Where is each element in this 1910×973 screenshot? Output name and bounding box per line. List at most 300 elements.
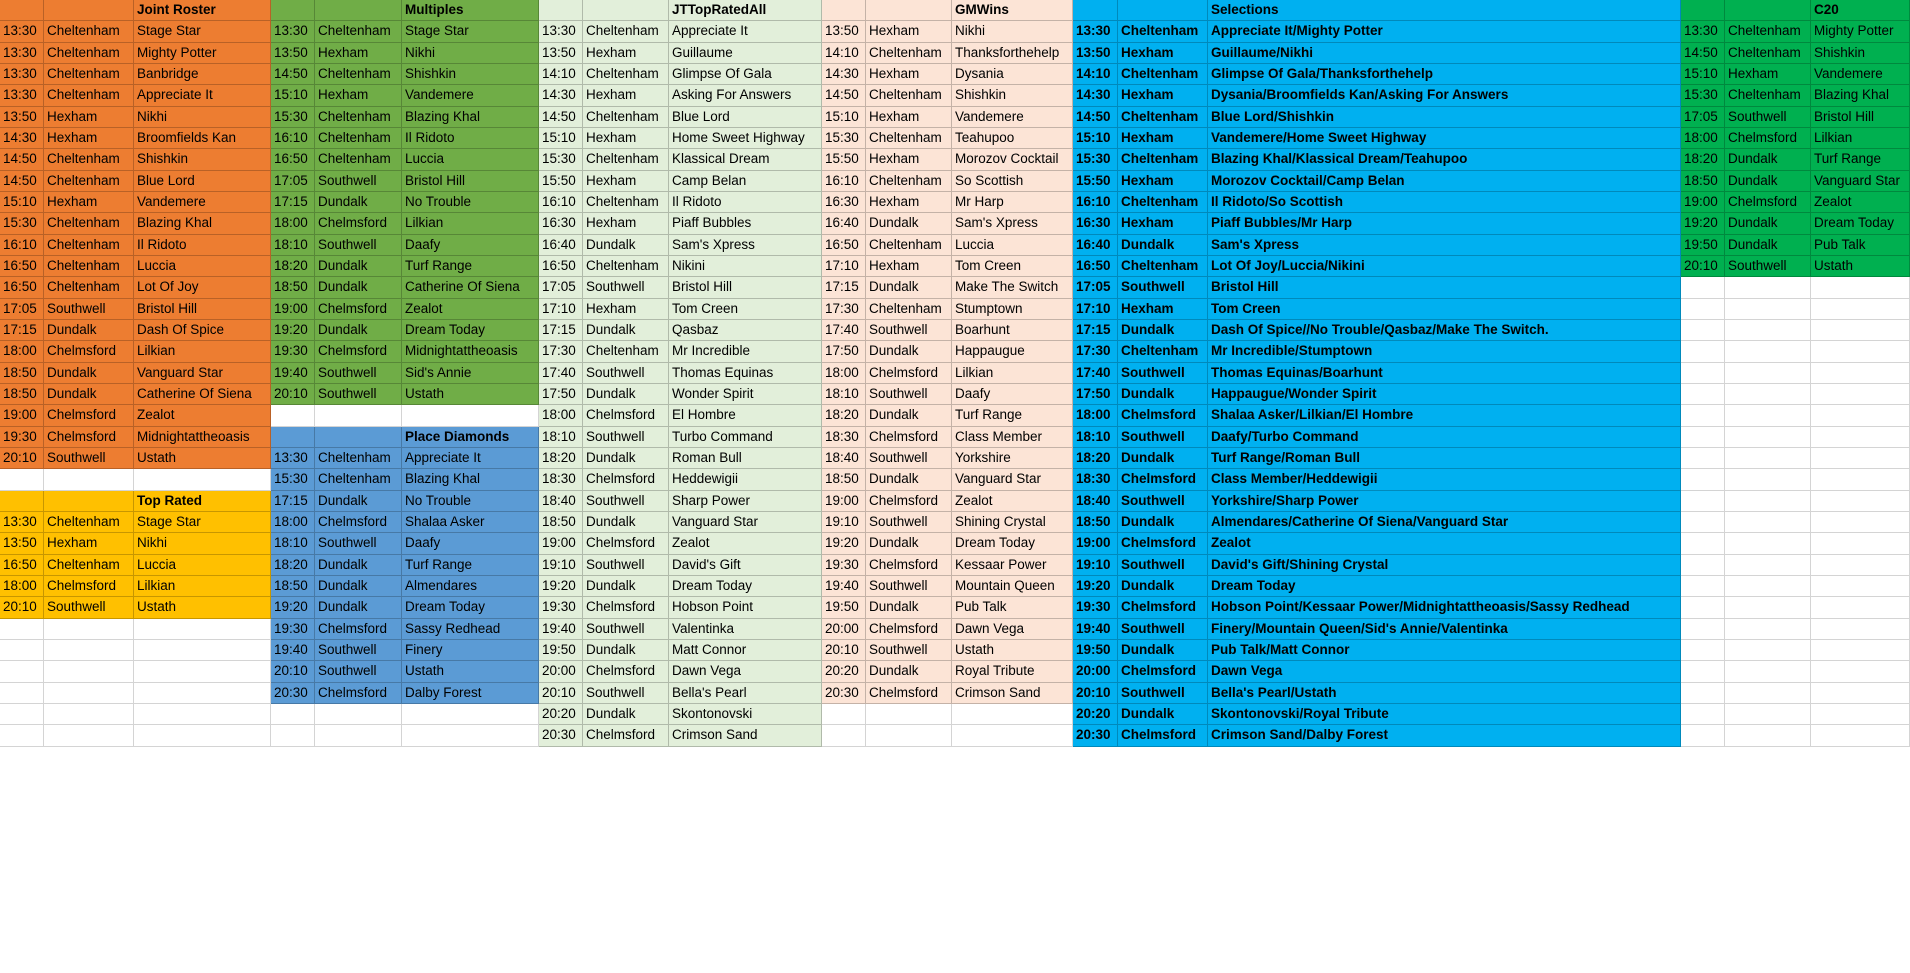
gmwins-horse-cell[interactable]: Pub Talk (952, 597, 1073, 619)
empty-cell[interactable] (1811, 448, 1910, 469)
top-rated-horse-cell[interactable]: Lilkian (134, 576, 271, 597)
place-diamonds-course-cell[interactable]: Dundalk (315, 576, 402, 597)
jttopratedall-course-cell[interactable]: Dundalk (583, 448, 669, 469)
selections-title[interactable]: Selections (1208, 0, 1681, 21)
empty-cell[interactable] (1725, 363, 1811, 384)
c20-horse-cell[interactable]: Mighty Potter (1811, 21, 1910, 43)
empty-cell[interactable] (402, 405, 539, 427)
joint-roster-course-cell[interactable]: Cheltenham (44, 256, 134, 277)
multiples-horse-cell[interactable]: Daafy (402, 235, 539, 256)
multiples-course-cell[interactable]: Southwell (315, 363, 402, 384)
empty-cell[interactable] (1681, 384, 1725, 405)
selections-horse-cell[interactable]: Morozov Cocktail/Camp Belan (1208, 171, 1681, 192)
selections-header-blank[interactable] (1073, 0, 1118, 21)
empty-cell[interactable] (866, 725, 952, 747)
empty-cell[interactable] (1811, 491, 1910, 512)
gmwins-course-cell[interactable]: Dundalk (866, 277, 952, 299)
joint-roster-time-cell[interactable]: 16:50 (0, 256, 44, 277)
empty-cell[interactable] (1681, 533, 1725, 555)
multiples-course-cell[interactable]: Cheltenham (315, 149, 402, 171)
place-diamonds-header-blank[interactable] (271, 427, 315, 448)
jttopratedall-time-cell[interactable]: 15:30 (539, 149, 583, 171)
jttopratedall-horse-cell[interactable]: Skontonovski (669, 704, 822, 725)
c20-course-cell[interactable]: Hexham (1725, 64, 1811, 85)
place-diamonds-horse-cell[interactable]: Finery (402, 640, 539, 661)
gmwins-time-cell[interactable]: 20:10 (822, 640, 866, 661)
selections-course-cell[interactable]: Hexham (1118, 43, 1208, 64)
selections-horse-cell[interactable]: Zealot (1208, 533, 1681, 555)
empty-cell[interactable] (315, 405, 402, 427)
c20-header-blank[interactable] (1681, 0, 1725, 21)
gmwins-course-cell[interactable]: Southwell (866, 640, 952, 661)
jttopratedall-time-cell[interactable]: 16:50 (539, 256, 583, 277)
gmwins-course-cell[interactable]: Cheltenham (866, 85, 952, 107)
selections-horse-cell[interactable]: Dream Today (1208, 576, 1681, 597)
c20-title[interactable]: C20 (1811, 0, 1910, 21)
empty-cell[interactable] (1725, 405, 1811, 427)
top-rated-course-cell[interactable]: Hexham (44, 533, 134, 555)
gmwins-horse-cell[interactable]: Morozov Cocktail (952, 149, 1073, 171)
c20-time-cell[interactable]: 15:10 (1681, 64, 1725, 85)
empty-cell[interactable] (1681, 576, 1725, 597)
joint-roster-course-cell[interactable]: Cheltenham (44, 213, 134, 235)
empty-cell[interactable] (1811, 725, 1910, 747)
selections-course-cell[interactable]: Southwell (1118, 619, 1208, 640)
c20-time-cell[interactable]: 20:10 (1681, 256, 1725, 277)
place-diamonds-course-cell[interactable]: Southwell (315, 640, 402, 661)
gmwins-time-cell[interactable]: 18:10 (822, 384, 866, 405)
jttopratedall-course-cell[interactable]: Cheltenham (583, 21, 669, 43)
multiples-horse-cell[interactable]: No Trouble (402, 192, 539, 213)
empty-cell[interactable] (1811, 661, 1910, 683)
multiples-time-cell[interactable]: 14:50 (271, 64, 315, 85)
joint-roster-time-cell[interactable]: 18:50 (0, 363, 44, 384)
joint-roster-horse-cell[interactable]: Blazing Khal (134, 213, 271, 235)
jttopratedall-time-cell[interactable]: 17:40 (539, 363, 583, 384)
top-rated-course-cell[interactable]: Cheltenham (44, 555, 134, 576)
selections-course-cell[interactable]: Dundalk (1118, 320, 1208, 341)
selections-course-cell[interactable]: Chelmsford (1118, 725, 1208, 747)
gmwins-time-cell[interactable]: 16:10 (822, 171, 866, 192)
selections-time-cell[interactable]: 18:40 (1073, 491, 1118, 512)
selections-course-cell[interactable]: Chelmsford (1118, 469, 1208, 491)
joint-roster-horse-cell[interactable]: Stage Star (134, 21, 271, 43)
selections-time-cell[interactable]: 17:10 (1073, 299, 1118, 320)
selections-horse-cell[interactable]: Shalaa Asker/Lilkian/El Hombre (1208, 405, 1681, 427)
jttopratedall-time-cell[interactable]: 20:00 (539, 661, 583, 683)
empty-cell[interactable] (1681, 320, 1725, 341)
gmwins-horse-cell[interactable]: Daafy (952, 384, 1073, 405)
selections-horse-cell[interactable]: Bella's Pearl/Ustath (1208, 683, 1681, 704)
joint-roster-course-cell[interactable]: Cheltenham (44, 149, 134, 171)
joint-roster-horse-cell[interactable]: Banbridge (134, 64, 271, 85)
empty-cell[interactable] (134, 469, 271, 491)
multiples-course-cell[interactable]: Chelmsford (315, 341, 402, 363)
selections-time-cell[interactable]: 19:50 (1073, 640, 1118, 661)
jttopratedall-time-cell[interactable]: 19:40 (539, 619, 583, 640)
empty-cell[interactable] (0, 704, 44, 725)
c20-horse-cell[interactable]: Shishkin (1811, 43, 1910, 64)
gmwins-time-cell[interactable]: 16:50 (822, 235, 866, 256)
multiples-course-cell[interactable]: Dundalk (315, 256, 402, 277)
joint-roster-time-cell[interactable]: 13:50 (0, 107, 44, 128)
place-diamonds-course-cell[interactable]: Dundalk (315, 491, 402, 512)
joint-roster-horse-cell[interactable]: Appreciate It (134, 85, 271, 107)
joint-roster-time-cell[interactable]: 14:50 (0, 171, 44, 192)
empty-cell[interactable] (1811, 597, 1910, 619)
jttopratedall-horse-cell[interactable]: Matt Connor (669, 640, 822, 661)
place-diamonds-course-cell[interactable]: Southwell (315, 661, 402, 683)
joint-roster-time-cell[interactable]: 15:10 (0, 192, 44, 213)
jttopratedall-horse-cell[interactable]: Blue Lord (669, 107, 822, 128)
multiples-course-cell[interactable]: Dundalk (315, 320, 402, 341)
place-diamonds-time-cell[interactable]: 15:30 (271, 469, 315, 491)
jttopratedall-horse-cell[interactable]: Bella's Pearl (669, 683, 822, 704)
empty-cell[interactable] (1681, 512, 1725, 533)
joint-roster-horse-cell[interactable]: Lilkian (134, 341, 271, 363)
joint-roster-time-cell[interactable]: 18:50 (0, 384, 44, 405)
gmwins-course-cell[interactable]: Chelmsford (866, 427, 952, 448)
c20-time-cell[interactable]: 18:20 (1681, 149, 1725, 171)
jttopratedall-horse-cell[interactable]: Crimson Sand (669, 725, 822, 747)
empty-cell[interactable] (1681, 619, 1725, 640)
empty-cell[interactable] (1681, 277, 1725, 299)
selections-horse-cell[interactable]: Class Member/Heddewigii (1208, 469, 1681, 491)
c20-time-cell[interactable]: 19:50 (1681, 235, 1725, 256)
gmwins-header-blank[interactable] (866, 0, 952, 21)
jttopratedall-horse-cell[interactable]: Sam's Xpress (669, 235, 822, 256)
selections-time-cell[interactable]: 16:10 (1073, 192, 1118, 213)
jttopratedall-course-cell[interactable]: Chelmsford (583, 661, 669, 683)
multiples-course-cell[interactable]: Hexham (315, 43, 402, 64)
c20-course-cell[interactable]: Dundalk (1725, 235, 1811, 256)
place-diamonds-title[interactable]: Place Diamonds (402, 427, 539, 448)
place-diamonds-horse-cell[interactable]: Shalaa Asker (402, 512, 539, 533)
empty-cell[interactable] (44, 704, 134, 725)
jttopratedall-time-cell[interactable]: 15:50 (539, 171, 583, 192)
multiples-horse-cell[interactable]: Luccia (402, 149, 539, 171)
joint-roster-course-cell[interactable]: Chelmsford (44, 341, 134, 363)
joint-roster-title[interactable]: Joint Roster (134, 0, 271, 21)
multiples-course-cell[interactable]: Hexham (315, 85, 402, 107)
gmwins-horse-cell[interactable]: Vanguard Star (952, 469, 1073, 491)
c20-horse-cell[interactable]: Ustath (1811, 256, 1910, 277)
selections-course-cell[interactable]: Chelmsford (1118, 405, 1208, 427)
gmwins-course-cell[interactable]: Dundalk (866, 597, 952, 619)
multiples-time-cell[interactable]: 18:00 (271, 213, 315, 235)
empty-cell[interactable] (822, 704, 866, 725)
top-rated-horse-cell[interactable]: Stage Star (134, 512, 271, 533)
jttopratedall-time-cell[interactable]: 14:50 (539, 107, 583, 128)
jttopratedall-horse-cell[interactable]: Klassical Dream (669, 149, 822, 171)
multiples-course-cell[interactable]: Dundalk (315, 192, 402, 213)
empty-cell[interactable] (1725, 512, 1811, 533)
jttopratedall-title[interactable]: JTTopRatedAll (669, 0, 822, 21)
place-diamonds-horse-cell[interactable]: Turf Range (402, 555, 539, 576)
c20-horse-cell[interactable]: Bristol Hill (1811, 107, 1910, 128)
empty-cell[interactable] (1811, 277, 1910, 299)
c20-horse-cell[interactable]: Turf Range (1811, 149, 1910, 171)
joint-roster-time-cell[interactable]: 13:30 (0, 21, 44, 43)
multiples-horse-cell[interactable]: Midnightattheoasis (402, 341, 539, 363)
gmwins-horse-cell[interactable]: Lilkian (952, 363, 1073, 384)
empty-cell[interactable] (271, 405, 315, 427)
gmwins-time-cell[interactable]: 20:20 (822, 661, 866, 683)
empty-cell[interactable] (1681, 640, 1725, 661)
selections-time-cell[interactable]: 13:30 (1073, 21, 1118, 43)
gmwins-time-cell[interactable]: 17:30 (822, 299, 866, 320)
selections-horse-cell[interactable]: Dysania/Broomfields Kan/Asking For Answers (1208, 85, 1681, 107)
empty-cell[interactable] (1811, 512, 1910, 533)
empty-cell[interactable] (134, 704, 271, 725)
gmwins-time-cell[interactable]: 15:50 (822, 149, 866, 171)
multiples-time-cell[interactable]: 19:20 (271, 320, 315, 341)
joint-roster-horse-cell[interactable]: Bristol Hill (134, 299, 271, 320)
selections-time-cell[interactable]: 19:40 (1073, 619, 1118, 640)
multiples-course-cell[interactable]: Cheltenham (315, 128, 402, 149)
gmwins-horse-cell[interactable]: So Scottish (952, 171, 1073, 192)
empty-cell[interactable] (1681, 555, 1725, 576)
top-rated-time-cell[interactable]: 20:10 (0, 597, 44, 619)
place-diamonds-horse-cell[interactable]: Ustath (402, 661, 539, 683)
empty-cell[interactable] (1681, 683, 1725, 704)
selections-course-cell[interactable]: Cheltenham (1118, 64, 1208, 85)
selections-horse-cell[interactable]: Finery/Mountain Queen/Sid's Annie/Valentinka (1208, 619, 1681, 640)
jttopratedall-horse-cell[interactable]: El Hombre (669, 405, 822, 427)
jttopratedall-course-cell[interactable]: Southwell (583, 491, 669, 512)
empty-cell[interactable] (1811, 555, 1910, 576)
joint-roster-course-cell[interactable]: Southwell (44, 299, 134, 320)
selections-course-cell[interactable]: Hexham (1118, 128, 1208, 149)
selections-horse-cell[interactable]: Il Ridoto/So Scottish (1208, 192, 1681, 213)
jttopratedall-horse-cell[interactable]: Asking For Answers (669, 85, 822, 107)
joint-roster-course-cell[interactable]: Southwell (44, 448, 134, 469)
selections-horse-cell[interactable]: Mr Incredible/Stumptown (1208, 341, 1681, 363)
place-diamonds-horse-cell[interactable]: Appreciate It (402, 448, 539, 469)
multiples-course-cell[interactable]: Cheltenham (315, 107, 402, 128)
empty-cell[interactable] (1811, 363, 1910, 384)
top-rated-course-cell[interactable]: Chelmsford (44, 576, 134, 597)
selections-time-cell[interactable]: 14:50 (1073, 107, 1118, 128)
joint-roster-horse-cell[interactable]: Zealot (134, 405, 271, 427)
jttopratedall-horse-cell[interactable]: Hobson Point (669, 597, 822, 619)
selections-course-cell[interactable]: Chelmsford (1118, 661, 1208, 683)
gmwins-horse-cell[interactable]: Yorkshire (952, 448, 1073, 469)
jttopratedall-time-cell[interactable]: 19:30 (539, 597, 583, 619)
gmwins-course-cell[interactable]: Hexham (866, 64, 952, 85)
empty-cell[interactable] (1725, 448, 1811, 469)
empty-cell[interactable] (1725, 341, 1811, 363)
selections-time-cell[interactable]: 20:30 (1073, 725, 1118, 747)
gmwins-time-cell[interactable]: 19:40 (822, 576, 866, 597)
joint-roster-time-cell[interactable]: 16:50 (0, 277, 44, 299)
joint-roster-horse-cell[interactable]: Dash Of Spice (134, 320, 271, 341)
multiples-time-cell[interactable]: 13:30 (271, 21, 315, 43)
selections-horse-cell[interactable]: Yorkshire/Sharp Power (1208, 491, 1681, 512)
gmwins-course-cell[interactable]: Hexham (866, 149, 952, 171)
jttopratedall-course-cell[interactable]: Southwell (583, 363, 669, 384)
place-diamonds-horse-cell[interactable]: No Trouble (402, 491, 539, 512)
empty-cell[interactable] (44, 725, 134, 747)
empty-cell[interactable] (1681, 725, 1725, 747)
c20-header-blank[interactable] (1725, 0, 1811, 21)
c20-course-cell[interactable]: Cheltenham (1725, 43, 1811, 64)
gmwins-course-cell[interactable]: Chelmsford (866, 555, 952, 576)
empty-cell[interactable] (952, 704, 1073, 725)
place-diamonds-time-cell[interactable]: 18:50 (271, 576, 315, 597)
place-diamonds-course-cell[interactable]: Southwell (315, 533, 402, 555)
jttopratedall-course-cell[interactable]: Southwell (583, 683, 669, 704)
gmwins-time-cell[interactable]: 19:00 (822, 491, 866, 512)
empty-cell[interactable] (1725, 491, 1811, 512)
empty-cell[interactable] (1725, 299, 1811, 320)
jttopratedall-course-cell[interactable]: Hexham (583, 213, 669, 235)
c20-course-cell[interactable]: Cheltenham (1725, 85, 1811, 107)
multiples-title[interactable]: Multiples (402, 0, 539, 21)
joint-roster-time-cell[interactable]: 14:30 (0, 128, 44, 149)
jttopratedall-time-cell[interactable]: 20:20 (539, 704, 583, 725)
empty-cell[interactable] (1811, 320, 1910, 341)
gmwins-time-cell[interactable]: 18:00 (822, 363, 866, 384)
multiples-horse-cell[interactable]: Shishkin (402, 64, 539, 85)
selections-horse-cell[interactable]: Vandemere/Home Sweet Highway (1208, 128, 1681, 149)
gmwins-course-cell[interactable]: Hexham (866, 192, 952, 213)
jttopratedall-horse-cell[interactable]: Roman Bull (669, 448, 822, 469)
empty-cell[interactable] (271, 725, 315, 747)
gmwins-horse-cell[interactable]: Thanksforthehelp (952, 43, 1073, 64)
jttopratedall-horse-cell[interactable]: Il Ridoto (669, 192, 822, 213)
gmwins-horse-cell[interactable]: Teahupoo (952, 128, 1073, 149)
joint-roster-course-cell[interactable]: Cheltenham (44, 85, 134, 107)
jttopratedall-horse-cell[interactable]: Guillaume (669, 43, 822, 64)
jttopratedall-horse-cell[interactable]: Valentinka (669, 619, 822, 640)
gmwins-time-cell[interactable]: 17:10 (822, 256, 866, 277)
empty-cell[interactable] (1725, 661, 1811, 683)
empty-cell[interactable] (1725, 576, 1811, 597)
jttopratedall-time-cell[interactable]: 19:50 (539, 640, 583, 661)
selections-time-cell[interactable]: 17:50 (1073, 384, 1118, 405)
empty-cell[interactable] (1811, 405, 1910, 427)
place-diamonds-time-cell[interactable]: 17:15 (271, 491, 315, 512)
gmwins-course-cell[interactable]: Dundalk (866, 213, 952, 235)
empty-cell[interactable] (1681, 469, 1725, 491)
jttopratedall-horse-cell[interactable]: David's Gift (669, 555, 822, 576)
jttopratedall-time-cell[interactable]: 15:10 (539, 128, 583, 149)
joint-roster-horse-cell[interactable]: Broomfields Kan (134, 128, 271, 149)
empty-cell[interactable] (402, 704, 539, 725)
gmwins-horse-cell[interactable]: Turf Range (952, 405, 1073, 427)
jttopratedall-course-cell[interactable]: Chelmsford (583, 533, 669, 555)
jttopratedall-course-cell[interactable]: Cheltenham (583, 107, 669, 128)
jttopratedall-horse-cell[interactable]: Thomas Equinas (669, 363, 822, 384)
gmwins-horse-cell[interactable]: Royal Tribute (952, 661, 1073, 683)
selections-time-cell[interactable]: 18:00 (1073, 405, 1118, 427)
top-rated-title[interactable]: Top Rated (134, 491, 271, 512)
selections-horse-cell[interactable]: Skontonovski/Royal Tribute (1208, 704, 1681, 725)
selections-time-cell[interactable]: 16:50 (1073, 256, 1118, 277)
selections-course-cell[interactable]: Dundalk (1118, 448, 1208, 469)
jttopratedall-horse-cell[interactable]: Tom Creen (669, 299, 822, 320)
gmwins-header-blank[interactable] (822, 0, 866, 21)
empty-cell[interactable] (1811, 384, 1910, 405)
gmwins-time-cell[interactable]: 14:30 (822, 64, 866, 85)
joint-roster-header-blank[interactable] (44, 0, 134, 21)
joint-roster-horse-cell[interactable]: Midnightattheoasis (134, 427, 271, 448)
gmwins-course-cell[interactable]: Southwell (866, 320, 952, 341)
empty-cell[interactable] (134, 640, 271, 661)
selections-course-cell[interactable]: Dundalk (1118, 704, 1208, 725)
joint-roster-time-cell[interactable]: 14:50 (0, 149, 44, 171)
top-rated-time-cell[interactable]: 16:50 (0, 555, 44, 576)
joint-roster-time-cell[interactable]: 19:00 (0, 405, 44, 427)
joint-roster-course-cell[interactable]: Cheltenham (44, 43, 134, 64)
gmwins-time-cell[interactable]: 18:20 (822, 405, 866, 427)
gmwins-time-cell[interactable]: 20:30 (822, 683, 866, 704)
jttopratedall-time-cell[interactable]: 13:50 (539, 43, 583, 64)
multiples-course-cell[interactable]: Cheltenham (315, 64, 402, 85)
gmwins-course-cell[interactable]: Chelmsford (866, 491, 952, 512)
empty-cell[interactable] (1725, 384, 1811, 405)
jttopratedall-time-cell[interactable]: 14:30 (539, 85, 583, 107)
jttopratedall-horse-cell[interactable]: Bristol Hill (669, 277, 822, 299)
jttopratedall-horse-cell[interactable]: Nikini (669, 256, 822, 277)
empty-cell[interactable] (44, 683, 134, 704)
jttopratedall-header-blank[interactable] (539, 0, 583, 21)
gmwins-horse-cell[interactable]: Nikhi (952, 21, 1073, 43)
selections-horse-cell[interactable]: Blazing Khal/Klassical Dream/Teahupoo (1208, 149, 1681, 171)
gmwins-horse-cell[interactable]: Kessaar Power (952, 555, 1073, 576)
multiples-horse-cell[interactable]: Sid's Annie (402, 363, 539, 384)
c20-time-cell[interactable]: 15:30 (1681, 85, 1725, 107)
empty-cell[interactable] (1725, 704, 1811, 725)
joint-roster-horse-cell[interactable]: Nikhi (134, 107, 271, 128)
jttopratedall-time-cell[interactable]: 16:30 (539, 213, 583, 235)
jttopratedall-horse-cell[interactable]: Zealot (669, 533, 822, 555)
jttopratedall-horse-cell[interactable]: Heddewigii (669, 469, 822, 491)
empty-cell[interactable] (1725, 427, 1811, 448)
place-diamonds-time-cell[interactable]: 18:00 (271, 512, 315, 533)
selections-time-cell[interactable]: 19:00 (1073, 533, 1118, 555)
c20-course-cell[interactable]: Dundalk (1725, 149, 1811, 171)
selections-horse-cell[interactable]: Blue Lord/Shishkin (1208, 107, 1681, 128)
selections-time-cell[interactable]: 16:30 (1073, 213, 1118, 235)
selections-time-cell[interactable]: 15:10 (1073, 128, 1118, 149)
selections-horse-cell[interactable]: Tom Creen (1208, 299, 1681, 320)
empty-cell[interactable] (1725, 533, 1811, 555)
selections-horse-cell[interactable]: Happaugue/Wonder Spirit (1208, 384, 1681, 405)
place-diamonds-time-cell[interactable]: 13:30 (271, 448, 315, 469)
selections-course-cell[interactable]: Hexham (1118, 171, 1208, 192)
place-diamonds-horse-cell[interactable]: Almendares (402, 576, 539, 597)
joint-roster-horse-cell[interactable]: Il Ridoto (134, 235, 271, 256)
selections-course-cell[interactable]: Southwell (1118, 555, 1208, 576)
gmwins-course-cell[interactable]: Dundalk (866, 469, 952, 491)
joint-roster-course-cell[interactable]: Chelmsford (44, 405, 134, 427)
selections-course-cell[interactable]: Southwell (1118, 683, 1208, 704)
jttopratedall-time-cell[interactable]: 17:30 (539, 341, 583, 363)
gmwins-course-cell[interactable]: Hexham (866, 21, 952, 43)
gmwins-time-cell[interactable]: 19:20 (822, 533, 866, 555)
jttopratedall-course-cell[interactable]: Cheltenham (583, 192, 669, 213)
selections-time-cell[interactable]: 17:30 (1073, 341, 1118, 363)
jttopratedall-course-cell[interactable]: Chelmsford (583, 405, 669, 427)
c20-horse-cell[interactable]: Lilkian (1811, 128, 1910, 149)
selections-course-cell[interactable]: Hexham (1118, 213, 1208, 235)
c20-horse-cell[interactable]: Dream Today (1811, 213, 1910, 235)
selections-horse-cell[interactable]: Glimpse Of Gala/Thanksforthehelp (1208, 64, 1681, 85)
jttopratedall-time-cell[interactable]: 13:30 (539, 21, 583, 43)
jttopratedall-course-cell[interactable]: Chelmsford (583, 725, 669, 747)
